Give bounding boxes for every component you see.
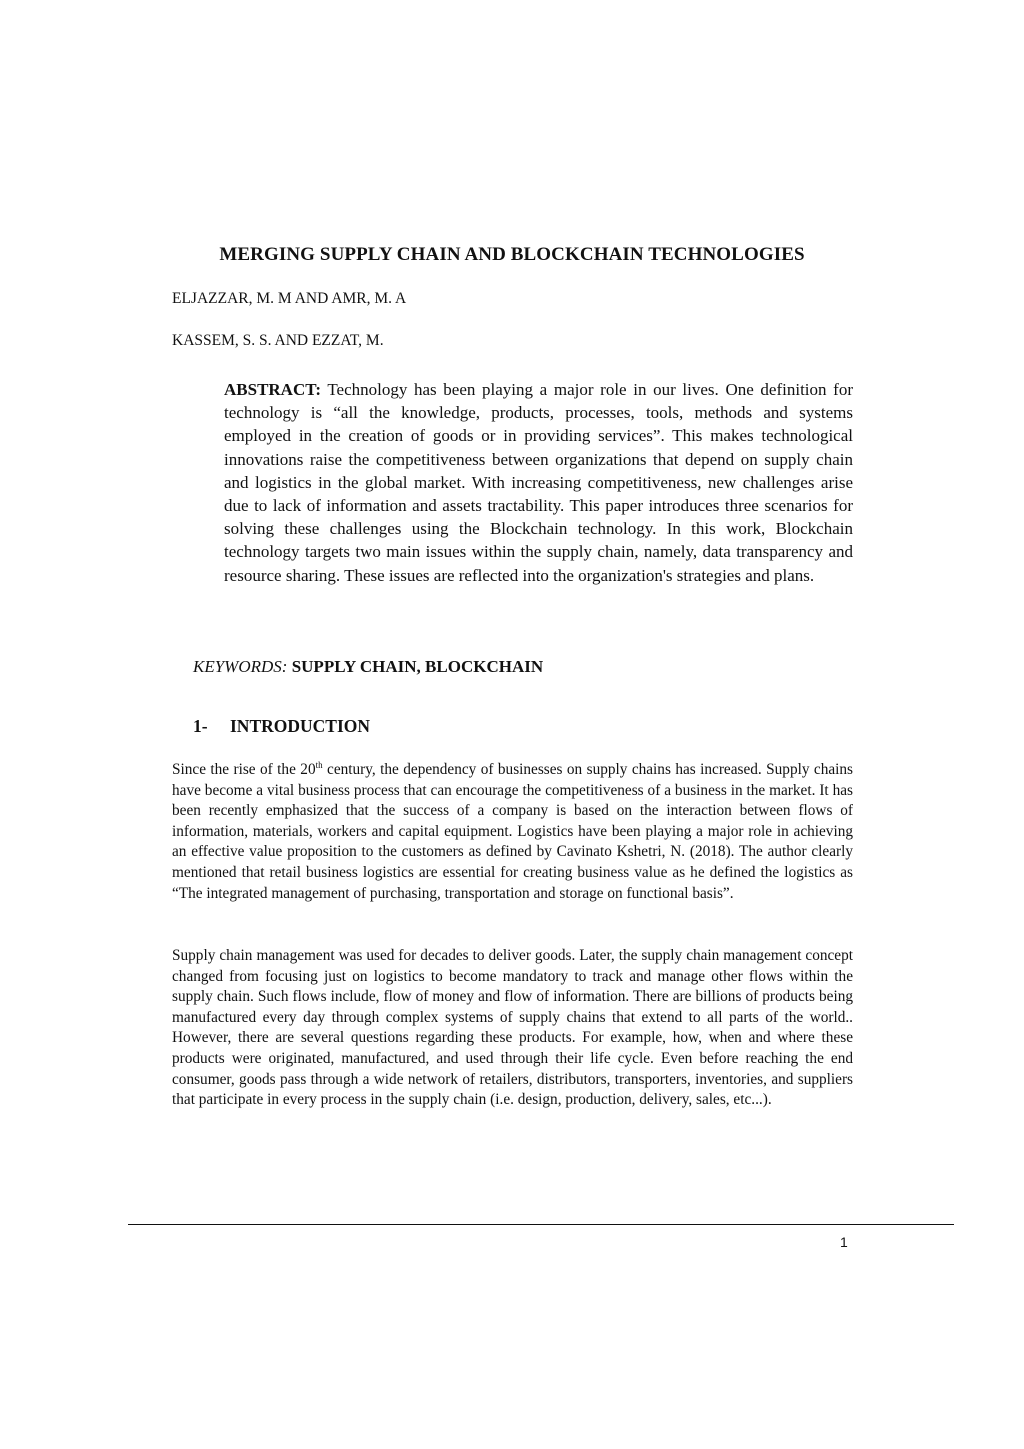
section-title: INTRODUCTION <box>230 716 371 736</box>
abstract-label: ABSTRACT: <box>224 380 321 399</box>
intro-paragraph-2: Supply chain management was used for decades to deliver goods. Later, the supply chain management concept changed from focusing just on logistics to become mandatory to track and manage other flows within the supply chain. Such flows include, flow of money and flow of information. There are billions of products being manufactured every day through complex systems of supply chains that extend to all parts of the world.. However, there are several questions regarding these products. For example, how, when and where these products were originated, manufactured, and used through their life cycle. Even before reaching the end consumer, goods pass through a wide network of retailers, distributors, transporters, inventories, and suppliers that participate in every process in the supply chain (i.e. design, production, delivery, sales, etc...). <box>172 947 853 1109</box>
keywords-label: KEYWORDS: <box>193 657 288 676</box>
abstract-block <box>224 378 853 587</box>
keywords-line <box>193 657 543 677</box>
paper-title: MERGING SUPPLY CHAIN AND BLOCKCHAIN TECHNOLOGIES <box>219 244 805 265</box>
footer-rule <box>128 1224 954 1225</box>
section-number: 1- <box>193 716 208 736</box>
intro-p1-after: century, the dependency of businesses on supply chains has increased. Supply chains have become a vital business process that can encourage the competitiveness of a business in the market. It has been recently emphasized that the success of a company is based on the interaction between flows of information, materials, workers and capital equipment. Logistics have been playing a major role in achieving an effective value proposition to the customers as defined by Cavinato Kshetri, N. (2018). The author clearly mentioned that retail business logistics are essential for creating business value as he defined the logistics as “The integrated management of purchasing, transportation and storage on functional basis”. <box>172 761 853 902</box>
intro-p1-sup: th <box>315 760 323 770</box>
author-line-2: KASSEM, S. S. AND EZZAT, M. <box>172 332 384 349</box>
intro-paragraph-1 <box>172 760 853 904</box>
author-line-1: ELJAZZAR, M. M AND AMR, M. A <box>172 290 407 307</box>
keywords-value: SUPPLY CHAIN, BLOCKCHAIN <box>291 657 544 676</box>
page-number: 1 <box>840 1234 848 1250</box>
section-heading <box>193 716 370 737</box>
abstract-text: Technology has been playing a major role in our lives. One definition for technology is “all the knowledge, products, processes, tools, methods and systems employed in the creation of goods or in providing services”. This makes technological innovations raise the competitiveness between organizations that depend on supply chain and logistics in the global market. With increasing competitiveness, new challenges arise due to lack of information and assets tractability. This paper introduces three scenarios for solving these challenges using the Blockchain technology. In this work, Blockchain technology targets two main issues within the supply chain, namely, data transparency and resource sharing. These issues are reflected into the organization's strategies and plans. <box>224 380 853 585</box>
intro-p1-before: Since the rise of the 20 <box>172 761 316 778</box>
